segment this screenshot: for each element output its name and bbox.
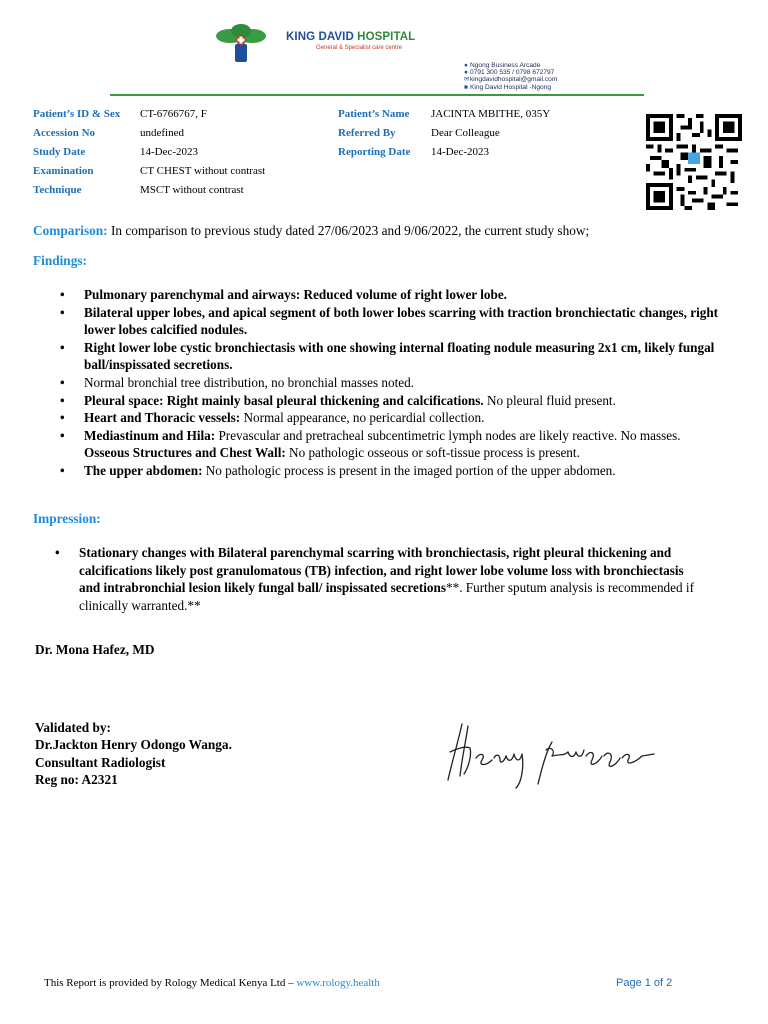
mail-icon: ✉: [464, 76, 470, 84]
impression-bold: Stationary changes with Bilateral parenchymal scarring with bronchiectasis, right pleural thickening and calcifications likely post granulomatous (TB) infection, and right lower lobe volume loss with bronchiectasis and intrabronchial lesion likely fungal ball/ inspissated secretions: [79, 545, 684, 596]
finding-bold: Osseous Structures and Chest Wall:: [84, 445, 286, 461]
comparison-title: Comparison:: [33, 223, 108, 238]
contact-facebook-text: King David Hospital -Ngong: [470, 83, 551, 91]
hospital-name: [286, 31, 415, 43]
contact-phone-text: 0791 300 535 / 0798 672797: [470, 69, 555, 77]
findings-list: [60, 286, 720, 480]
examination-label: Examination: [33, 165, 94, 177]
header-divider: [110, 94, 644, 96]
hospital-tagline: General & Specialist care centre: [316, 45, 403, 51]
hospital-name-part2: HOSPITAL: [357, 31, 416, 43]
accession-value: undefined: [140, 127, 184, 139]
referred-by-value: Dear Colleague: [431, 127, 500, 139]
comparison-text: In comparison to previous study dated 27/06/2023 and 9/06/2022, the current study show;: [107, 223, 590, 238]
finding-bold: Pleural space:: [84, 392, 164, 408]
examination-value: CT CHEST without contrast: [140, 165, 266, 177]
finding-text: No pleural fluid present.: [483, 392, 616, 408]
hospital-name-part1: KING DAVID: [286, 31, 354, 43]
page-indicator: Page 1 of 2: [616, 977, 673, 989]
finding-bold: Heart and Thoracic vessels:: [84, 410, 241, 426]
qr-code-icon: [646, 114, 742, 210]
validator-title: Consultant Radiologist: [35, 754, 166, 770]
finding-text: No pathologic osseous or soft-tissue process is present.: [285, 445, 580, 461]
contact-email-text: kingdavidhospital@gmail.com: [470, 76, 558, 84]
finding-item: [60, 392, 720, 410]
tree-cross-icon: [214, 22, 268, 64]
finding-bold: Right lower lobe cystic bronchiectasis with one showing internal floating nodule measuring 2x1 cm, likely fungal ball/inspissated secretions.: [84, 339, 715, 373]
technique-label: Technique: [33, 184, 82, 196]
patient-name-label: Patient’s Name: [338, 108, 410, 120]
footer-text: This Report is provided by Rology Medical Kenya Ltd –: [44, 977, 294, 989]
reporting-date-label: Reporting Date: [338, 146, 411, 158]
footer-note: [44, 977, 380, 989]
patient-name-value: JACINTA MBITHE, 035Y: [431, 108, 551, 120]
contact-phone: [464, 69, 557, 76]
study-date-label: Study Date: [33, 146, 86, 158]
validator-reg: Reg no: A2321: [35, 772, 118, 788]
finding-text: Normal bronchial tree distribution, no bronchial masses noted.: [84, 374, 414, 390]
reporting-date-value: 14-Dec-2023: [431, 146, 490, 158]
referred-by-label: Referred By: [338, 127, 396, 139]
patient-id-value: CT-6766767, F: [140, 108, 207, 120]
footer-link[interactable]: www.rology.health: [296, 977, 380, 989]
finding-item: [60, 462, 720, 480]
comparison-paragraph: [33, 223, 733, 239]
phone-icon: ●: [464, 69, 468, 77]
finding-item: [60, 374, 720, 392]
finding-text: Prevascular and pretracheal subcentimetric lymph nodes are likely reactive. No masses.: [215, 427, 681, 443]
contact-facebook: [464, 84, 557, 91]
findings-title: Findings:: [33, 253, 87, 268]
finding-bold: Bilateral upper lobes, and apical segment of both lower lobes scarring with traction bronchiectatic changes, right lower lobes calcified nodules.: [84, 304, 719, 338]
contact-address: [464, 62, 557, 69]
validated-by-label: Validated by:: [35, 720, 111, 735]
contact-block: [464, 62, 557, 91]
finding-text: No pathologic process is present in the imaged portion of the upper abdomen.: [202, 462, 616, 478]
finding-item: [60, 427, 720, 462]
impression-text: **. Further sputum analysis is recommended if clinically warranted.**: [79, 580, 694, 613]
finding-bold: Mediastinum and Hila:: [84, 427, 216, 443]
finding-item: [60, 409, 720, 427]
technique-value: MSCT without contrast: [140, 184, 244, 196]
location-icon: ●: [464, 62, 468, 69]
impression-title: Impression:: [33, 511, 101, 526]
letterhead: [110, 18, 644, 96]
finding-text: Normal appearance, no pericardial collection.: [240, 410, 485, 426]
report-author: Dr. Mona Hafez, MD: [35, 642, 155, 657]
impression-item: [55, 544, 695, 614]
contact-address-text: Ngong Business Arcade: [470, 62, 541, 69]
study-date-value: 14-Dec-2023: [140, 146, 199, 158]
finding-bold: Pulmonary parenchymal and airways: Reduced volume of right lower lobe.: [84, 287, 507, 302]
impression-list: [55, 544, 695, 614]
finding-bold: The upper abdomen:: [84, 462, 203, 478]
finding-bold: Right mainly basal pleural thickening and calcifications.: [163, 392, 484, 408]
finding-item: [60, 339, 720, 374]
finding-item: [60, 286, 720, 304]
contact-email: [464, 76, 557, 83]
patient-id-label: Patient’s ID & Sex: [33, 108, 121, 120]
validator-name: Dr.Jackton Henry Odongo Wanga.: [35, 737, 232, 753]
facebook-icon: ■: [464, 83, 468, 91]
finding-item: [60, 304, 720, 339]
accession-label: Accession No: [33, 127, 96, 139]
validation-block: [35, 719, 232, 789]
signature-image: [440, 712, 670, 796]
